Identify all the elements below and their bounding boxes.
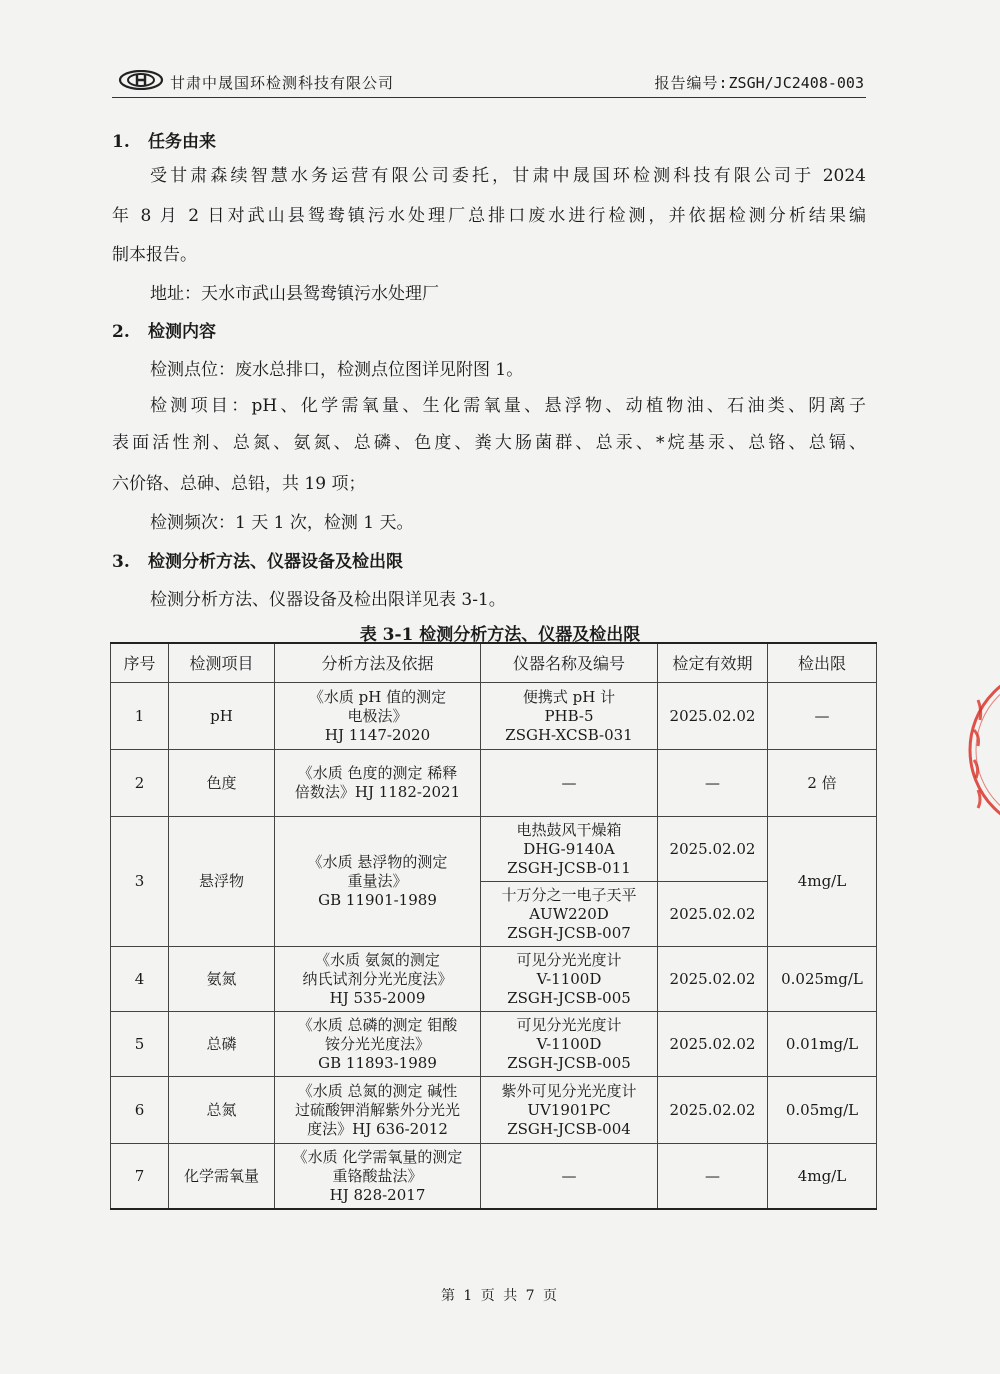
instrument-line: ZSGH-JCSB-011	[507, 858, 631, 877]
cell-limit: —	[768, 683, 877, 750]
instrument-line: ZSGH-JCSB-007	[507, 923, 631, 942]
cell-instrument	[481, 1077, 658, 1144]
detection-frequency-line: 检测频次：1 天 1 次，检测 1 天。	[150, 513, 414, 533]
detection-items-line-2: 表面活性剂、总氮、氨氮、总磷、色度、粪大肠菌群、总汞、*烷基汞、总铬、总镉、	[112, 433, 866, 453]
instrument-line: V-1100D	[536, 969, 602, 988]
table-header-row	[111, 643, 877, 683]
cell-valid: 2025.02.02	[658, 817, 768, 882]
cell-valid: —	[658, 1144, 768, 1210]
cell-item: 色度	[169, 750, 275, 817]
method-line: GB 11893-1989	[318, 1053, 437, 1072]
instrument-line: AUW220D	[529, 904, 609, 923]
cell-no: 6	[111, 1077, 169, 1144]
header-instrument: 仪器名称及编号	[481, 643, 658, 683]
instrument-line: 十万分之一电子天平	[501, 885, 637, 904]
section-3-intro: 检测分析方法、仪器设备及检出限详见表 3-1。	[150, 590, 506, 610]
cell-item: 悬浮物	[169, 817, 275, 947]
section-1-paragraph-line-3: 制本报告。	[112, 245, 197, 265]
method-line: 纳氏试剂分光光度法》	[302, 969, 453, 988]
instrument-line: V-1100D	[536, 1034, 602, 1053]
section-1-title: 任务由来	[148, 132, 216, 152]
company-logo-icon	[118, 70, 164, 90]
cell-limit: 2 倍	[768, 750, 877, 817]
detection-items-line-1: 检测项目：pH、化学需氧量、生化需氧量、悬浮物、动植物油、石油类、阴离子	[150, 396, 866, 416]
header-no: 序号	[111, 643, 169, 683]
section-1-number: 1.	[112, 132, 130, 152]
methods-table	[110, 642, 877, 1210]
instrument-line: 便携式 pH 计	[522, 687, 616, 706]
cell-item: 总氮	[169, 1077, 275, 1144]
cell-limit: 0.025mg/L	[768, 947, 877, 1012]
method-line: GB 11901-1989	[318, 891, 437, 909]
method-line: 重铬酸盐法》	[332, 1166, 423, 1185]
instrument-line: DHG-9140A	[523, 839, 615, 858]
method-line: 《水质 总氮的测定 碱性	[297, 1081, 458, 1100]
page-header	[112, 68, 866, 98]
cell-method	[275, 947, 481, 1012]
cell-instrument	[481, 683, 658, 750]
cell-method	[275, 683, 481, 750]
header-valid: 检定有效期	[658, 643, 768, 683]
instrument-line: 可见分光光度计	[516, 950, 622, 969]
cell-item: 化学需氧量	[169, 1144, 275, 1210]
cell-instrument	[481, 817, 658, 882]
method-line: 《水质 化学需氧量的测定	[292, 1147, 463, 1166]
cell-no: 5	[111, 1012, 169, 1077]
section-2-title: 检测内容	[148, 322, 216, 342]
cell-valid: 2025.02.02	[658, 1077, 768, 1144]
table-row	[111, 683, 877, 750]
cell-item: pH	[169, 683, 275, 750]
section-3-number: 3.	[112, 552, 130, 572]
cell-limit: 4mg/L	[768, 1144, 877, 1210]
address-line: 地址：天水市武山县鸳鸯镇污水处理厂	[150, 284, 439, 304]
instrument-line: 可见分光光度计	[516, 1015, 622, 1034]
cell-method	[275, 1144, 481, 1210]
cell-instrument	[481, 882, 658, 947]
section-1-paragraph-line-1: 受甘肃森续智慧水务运营有限公司委托，甘肃中晟国环检测科技有限公司于 2024	[150, 166, 866, 186]
instrument-line: 电热鼓风干燥箱	[516, 820, 622, 839]
cell-valid: 2025.02.02	[658, 882, 768, 947]
company-name: 甘肃中晟国环检测科技有限公司	[170, 74, 395, 92]
cell-instrument: —	[481, 1144, 658, 1210]
method-line: 电极法》	[347, 706, 408, 725]
cell-no: 1	[111, 683, 169, 750]
cell-valid: 2025.02.02	[658, 947, 768, 1012]
instrument-line: ZSGH-JCSB-005	[507, 1053, 631, 1072]
cell-method	[275, 1012, 481, 1077]
table-caption: 表 3-1 检测分析方法、仪器及检出限	[359, 625, 641, 645]
section-3-title: 检测分析方法、仪器设备及检出限	[148, 552, 403, 572]
cell-instrument: —	[481, 750, 658, 817]
header-item: 检测项目	[169, 643, 275, 683]
page-footer: 第 1 页 共 7 页	[440, 1288, 560, 1304]
section-2-heading	[112, 322, 216, 342]
cell-instrument	[481, 1012, 658, 1077]
table-row	[111, 817, 877, 882]
section-3-heading	[112, 552, 403, 572]
cell-limit: 4mg/L	[768, 817, 877, 947]
method-line: HJ 535-2009	[329, 988, 426, 1007]
table-row	[111, 1012, 877, 1077]
instrument-line: 紫外可见分光光度计	[501, 1081, 637, 1100]
detection-point-line: 检测点位：废水总排口，检测点位图详见附图 1。	[150, 360, 524, 380]
cell-method	[275, 750, 481, 817]
method-line: 过硫酸钾消解紫外分光光	[294, 1100, 460, 1119]
cell-no: 2	[111, 750, 169, 817]
method-line: 《水质 悬浮物的测定	[307, 853, 448, 871]
cell-valid: 2025.02.02	[658, 1012, 768, 1077]
cell-method	[275, 1077, 481, 1144]
method-line: 度法》HJ 636-2012	[307, 1119, 448, 1138]
instrument-line: PHB-5	[544, 706, 594, 725]
method-line: 重量法》	[347, 872, 408, 890]
report-number	[655, 72, 865, 93]
method-line: 《水质 色度的测定 稀释	[297, 764, 458, 782]
header-rule	[112, 97, 866, 98]
header-limit: 检出限	[768, 643, 877, 683]
detection-items-line-3: 六价铬、总砷、总铅，共 19 项；	[112, 474, 366, 494]
section-1-paragraph-line-2: 年 8 月 2 日对武山县鸳鸯镇污水处理厂总排口废水进行检测，并依据检测分析结果编	[112, 206, 866, 226]
cell-valid: —	[658, 750, 768, 817]
section-1-heading	[112, 132, 216, 152]
section-2-number: 2.	[112, 322, 130, 342]
cell-limit: 0.01mg/L	[768, 1012, 877, 1077]
method-line: HJ 1147-2020	[324, 725, 431, 744]
method-line: 铵分光光度法》	[324, 1034, 430, 1053]
method-line: HJ 828-2017	[329, 1185, 426, 1204]
report-number-label: 报告编号:	[654, 74, 729, 92]
instrument-line: ZSGH-XCSB-031	[505, 725, 633, 744]
seal-stamp-icon	[962, 660, 1000, 840]
cell-limit: 0.05mg/L	[768, 1077, 877, 1144]
table-row	[111, 1144, 877, 1210]
table-row	[111, 1077, 877, 1144]
cell-item: 氨氮	[169, 947, 275, 1012]
cell-instrument	[481, 947, 658, 1012]
instrument-line: ZSGH-JCSB-004	[507, 1119, 631, 1138]
instrument-line: UV1901PC	[527, 1100, 611, 1119]
cell-no: 7	[111, 1144, 169, 1210]
cell-item: 总磷	[169, 1012, 275, 1077]
instrument-line: ZSGH-JCSB-005	[507, 988, 631, 1007]
method-line: 《水质 氨氮的测定	[315, 950, 440, 969]
cell-method	[275, 817, 481, 947]
header-method: 分析方法及依据	[275, 643, 481, 683]
method-line: 《水质 总磷的测定 钼酸	[297, 1015, 458, 1034]
method-line: 倍数法》HJ 1182-2021	[294, 783, 461, 801]
report-number-value: ZSGH/JC2408-003	[728, 74, 864, 92]
cell-no: 3	[111, 817, 169, 947]
cell-no: 4	[111, 947, 169, 1012]
table-row	[111, 750, 877, 817]
table-row	[111, 947, 877, 1012]
cell-valid: 2025.02.02	[658, 683, 768, 750]
method-line: 《水质 pH 值的测定	[308, 687, 447, 706]
